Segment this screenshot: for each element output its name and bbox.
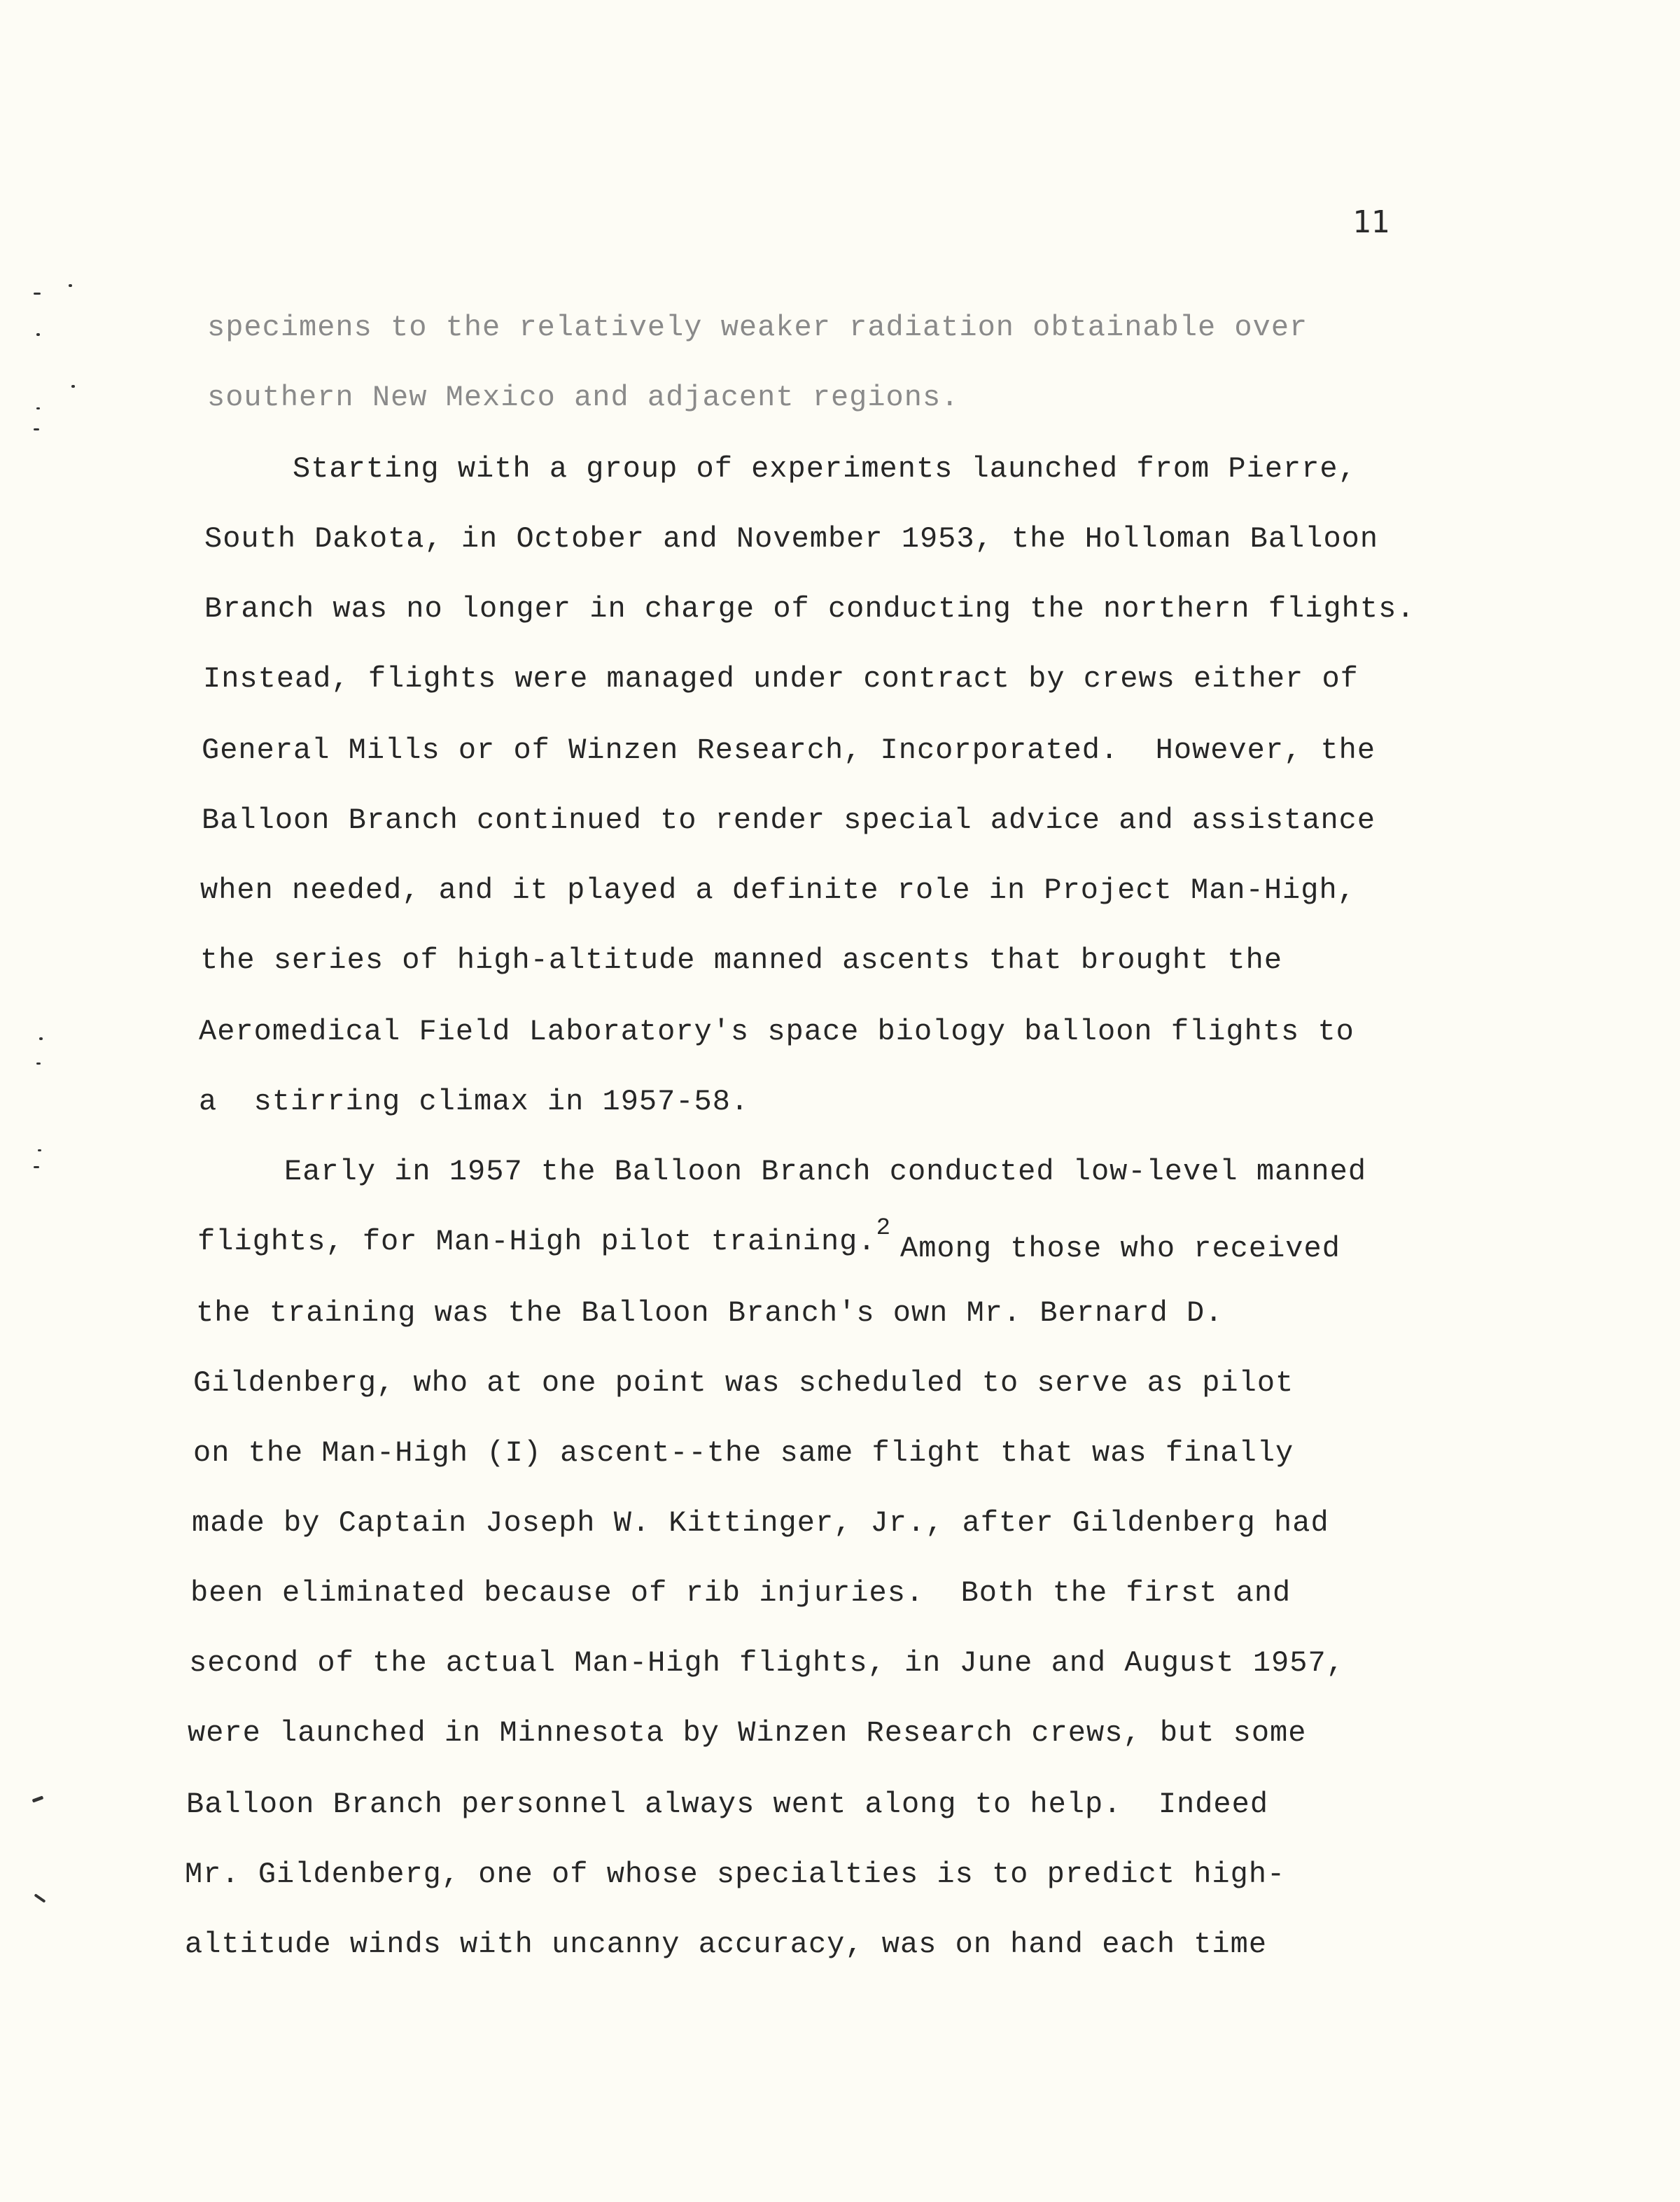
text-line: Mr. Gildenberg, one of whose specialties is to predict high- bbox=[185, 1858, 1286, 1891]
text-line: Instead, flights were managed under contract by crews either of bbox=[203, 662, 1359, 696]
text-line: the training was the Balloon Branch's own Mr. Bernard D. bbox=[196, 1296, 1224, 1330]
text-line: Gildenberg, who at one point was scheduled to serve as pilot bbox=[193, 1366, 1294, 1400]
text-line: the series of high-altitude manned ascents that brought the bbox=[200, 944, 1283, 977]
text-line: were launched in Minnesota by Winzen Research crews, but some bbox=[188, 1716, 1307, 1750]
text-line: when needed, and it played a definite role in Project Man-High, bbox=[200, 874, 1356, 907]
text-line: southern New Mexico and adjacent regions. bbox=[207, 381, 960, 414]
text-line: Aeromedical Field Laboratory's space biology balloon flights to bbox=[199, 1015, 1354, 1049]
text-line: specimens to the relatively weaker radiation obtainable over bbox=[207, 311, 1308, 344]
text-line: a stirring climax in 1957-58. bbox=[199, 1085, 750, 1118]
text-line: made by Captain Joseph W. Kittinger, Jr., after Gildenberg had bbox=[192, 1506, 1329, 1540]
text-segment: flights, for Man-High pilot training. bbox=[197, 1225, 876, 1258]
text-line bbox=[197, 1215, 891, 1263]
text-line: second of the actual Man-High flights, in June and August 1957, bbox=[189, 1646, 1345, 1680]
text-line: Starting with a group of experiments launched from Pierre, bbox=[293, 452, 1357, 486]
text-line: South Dakota, in October and November 1953, the Holloman Balloon bbox=[204, 522, 1379, 556]
text-line: Early in 1957 the Balloon Branch conducted low-level manned bbox=[284, 1155, 1367, 1188]
text-line: General Mills or of Winzen Research, Incorporated. However, the bbox=[202, 734, 1376, 767]
text-line: altitude winds with uncanny accuracy, was on hand each time bbox=[185, 1928, 1268, 1961]
text-line: Branch was no longer in charge of conducting the northern flights. bbox=[204, 592, 1415, 626]
text-line: Balloon Branch continued to render special advice and assistance bbox=[202, 804, 1376, 837]
page-number: 11 bbox=[1352, 204, 1390, 240]
text-line: Balloon Branch personnel always went along to help. Indeed bbox=[186, 1788, 1269, 1821]
text-line: been eliminated because of rib injuries. Both the first and bbox=[190, 1576, 1292, 1610]
footnote-reference: 2 bbox=[876, 1215, 891, 1242]
text-line: Among those who received bbox=[900, 1232, 1340, 1265]
text-line: on the Man-High (I) ascent--the same flight that was finally bbox=[193, 1436, 1294, 1470]
